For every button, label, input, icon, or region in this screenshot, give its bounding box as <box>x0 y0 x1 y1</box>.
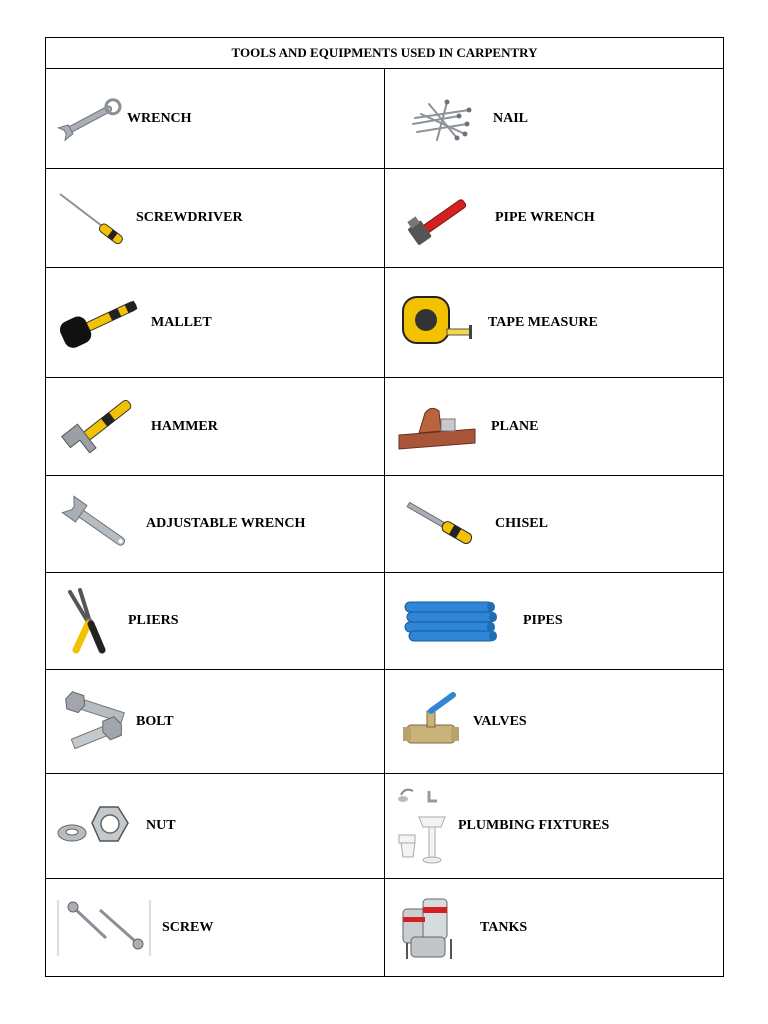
tool-label-tape-measure: TAPE MEASURE <box>488 314 598 330</box>
tool-cell-nut <box>46 774 385 879</box>
tool-cell-plane <box>385 378 724 476</box>
tool-label-pipe-wrench: PIPE WRENCH <box>495 210 595 225</box>
plane-icon <box>395 399 479 455</box>
tool-label-plane: PLANE <box>491 418 539 434</box>
pliers-icon <box>62 588 118 654</box>
tool-label-screw: SCREW <box>162 919 214 935</box>
tool-label-wrench: WRENCH <box>127 110 192 126</box>
hammer-icon <box>58 395 142 459</box>
tool-cell-hammer <box>46 378 385 476</box>
tool-cell-screw <box>46 879 385 977</box>
bolt-icon <box>58 689 128 755</box>
mallet-icon <box>56 295 142 351</box>
tool-label-tanks: TANKS <box>480 919 528 935</box>
tool-cell-adjustable-wrench <box>46 476 385 573</box>
tool-cell-bolt <box>46 670 385 774</box>
tool-cell-pliers <box>46 573 385 670</box>
tool-label-mallet: MALLET <box>151 314 212 330</box>
plumbing-fixtures-icon <box>395 785 451 867</box>
tool-label-pliers: PLIERS <box>128 613 179 628</box>
tool-cell-wrench <box>46 69 385 169</box>
tool-label-valves: VALVES <box>473 713 527 729</box>
tool-cell-pipes <box>385 573 724 670</box>
tools-table <box>45 37 723 977</box>
tool-label-pipes: PIPES <box>523 613 563 628</box>
adjustable-wrench-icon <box>58 494 134 554</box>
tool-label-chisel: CHISEL <box>495 516 548 531</box>
tool-cell-pipe-wrench <box>385 169 724 268</box>
tool-label-nail: NAIL <box>493 110 529 126</box>
tool-cell-nail <box>385 69 724 169</box>
pipe-wrench-icon <box>405 190 477 246</box>
tool-cell-mallet <box>46 268 385 378</box>
screw-icon <box>56 898 152 958</box>
tape-measure-icon <box>399 291 479 355</box>
tool-cell-tape-measure <box>385 268 724 378</box>
chisel-icon <box>401 496 481 552</box>
nails-icon <box>407 94 477 144</box>
tool-cell-tanks <box>385 879 724 977</box>
tool-cell-screwdriver <box>46 169 385 268</box>
nut-icon <box>56 803 130 849</box>
tool-cell-valves <box>385 670 724 774</box>
tool-label-plumbing-fixtures: PLUMBING FIXTURES <box>458 818 610 833</box>
tool-cell-chisel <box>385 476 724 573</box>
tanks-icon <box>399 895 459 961</box>
tool-label-hammer: HAMMER <box>151 418 218 434</box>
wrench-icon <box>54 94 126 144</box>
screwdriver-icon <box>58 190 128 246</box>
tool-label-adjustable-wrench: ADJUSTABLE WRENCH <box>146 516 306 531</box>
tool-label-screwdriver: SCREWDRIVER <box>136 210 243 225</box>
tool-label-nut: NUT <box>146 818 176 833</box>
tool-cell-plumbing-fixtures <box>385 774 724 879</box>
valve-icon <box>401 689 461 755</box>
table-title: TOOLS AND EQUIPMENTS USED IN CARPENTRY <box>46 38 724 69</box>
pipes-icon <box>403 598 499 644</box>
tool-label-bolt: BOLT <box>136 713 174 729</box>
